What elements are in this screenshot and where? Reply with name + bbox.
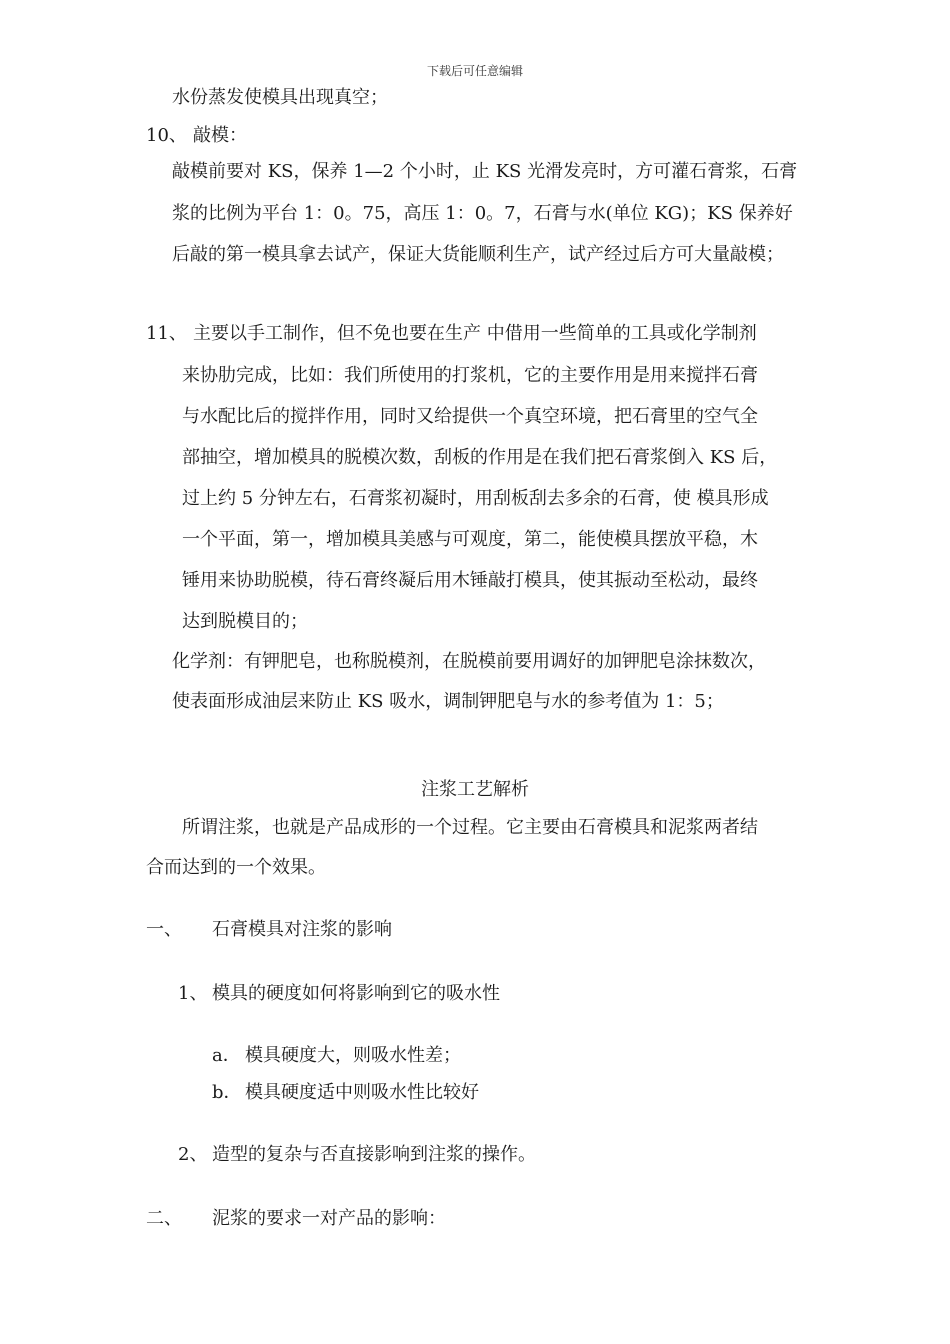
paragraph-line: 锤用来协助脱模，待石膏终凝后用木锤敲打模具，使其振动至松动，最终 — [182, 570, 758, 591]
heading-text: 石膏模具对注浆的影响 — [212, 919, 392, 940]
list-marker: b． — [212, 1082, 242, 1103]
section-title: 注浆工艺解析 — [421, 779, 529, 800]
subheading-number: 2、 — [178, 1144, 208, 1165]
paragraph-line: 过上约 5 分钟左右，石膏浆初凝时，用刮板刮去多余的石膏，使 模具形成 — [182, 488, 769, 509]
item-title: 敲模： — [193, 125, 247, 146]
paragraph-line: 水份蒸发使模具出现真空； — [172, 87, 388, 108]
paragraph-line: 化学剂：有钾肥皂，也称脱模剂，在脱模前要用调好的加钾肥皂涂抹数次， — [172, 651, 766, 672]
list-marker: a． — [212, 1045, 241, 1066]
page-header: 下载后可任意编辑 — [426, 64, 523, 78]
heading-number: 一、 — [146, 919, 182, 940]
paragraph-line: 主要以手工制作，但不免也要在生产 中借用一些简单的工具或化学制剂 — [193, 323, 757, 344]
subheading-text: 模具的硬度如何将影响到它的吸水性 — [212, 983, 500, 1004]
item-number: 11、 — [146, 323, 187, 344]
paragraph-line: 浆的比例为平台 1：0。75，高压 1：0。7，石膏与水(单位 KG)；KS 保养好 — [172, 203, 793, 224]
paragraph-line: 所谓注浆，也就是产品成形的一个过程。它主要由石膏模具和泥浆两者结 — [182, 817, 758, 838]
item-number: 10、 — [146, 125, 187, 146]
paragraph-line: 来协肋完成，比如：我们所使用的打浆机，它的主要作用是用来搅拌石膏 — [182, 365, 758, 386]
subheading-text: 造型的复杂与否直接影响到注浆的操作。 — [212, 1144, 536, 1165]
paragraph-line: 使表面形成油层来防止 KS 吸水，调制钾肥皂与水的参考值为 1：5； — [172, 691, 724, 712]
paragraph-line: 后敲的第一模具拿去试产，保证大货能顺利生产，试产经过后方可大量敲模； — [172, 244, 784, 265]
paragraph-line: 合而达到的一个效果。 — [146, 857, 326, 878]
paragraph-line: 一个平面，第一，增加模具美感与可观度，第二，能使模具摆放平稳，木 — [182, 529, 758, 550]
subheading-number: 1、 — [178, 983, 208, 1004]
paragraph-line: 与水配比后的搅拌作用，同时又给提供一个真空环境，把石膏里的空气全 — [182, 406, 758, 427]
paragraph-line: 达到脱模目的； — [182, 611, 308, 632]
list-item: 模具硬度适中则吸水性比较好 — [245, 1082, 479, 1103]
heading-text: 泥浆的要求一对产品的影响： — [212, 1208, 446, 1229]
list-item: 模具硬度大，则吸水性差； — [245, 1045, 461, 1066]
paragraph-line: 敲模前要对 KS，保养 1—2 个小时，止 KS 光滑发亮时，方可灌石膏浆，石膏 — [172, 161, 798, 182]
paragraph-line: 部抽空，增加模具的脱模次数，刮板的作用是在我们把石膏浆倒入 KS 后， — [182, 447, 778, 468]
heading-number: 二、 — [146, 1208, 182, 1229]
